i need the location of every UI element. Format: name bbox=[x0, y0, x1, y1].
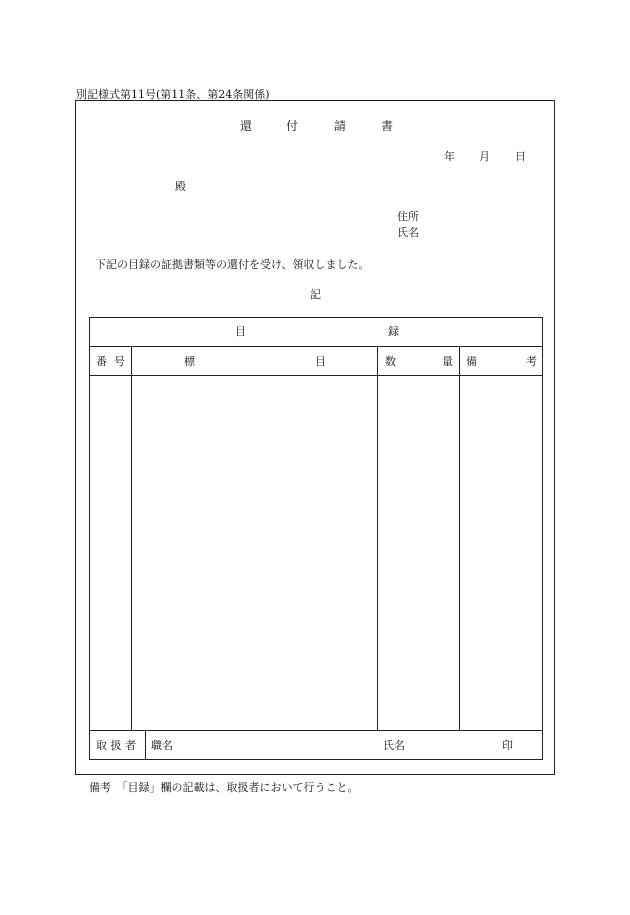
col-note-1: 備 bbox=[466, 355, 477, 368]
col-number-2: 号 bbox=[114, 355, 125, 368]
table-handler-col-line bbox=[145, 730, 146, 759]
address-label: 住所 bbox=[397, 210, 419, 223]
col-note-2: 考 bbox=[526, 355, 537, 368]
title-char-4: 書 bbox=[381, 119, 394, 133]
seal-label: 印 bbox=[502, 739, 513, 752]
table-col-line-3 bbox=[459, 346, 460, 730]
form-number-note: 別記様式第11号(第11条、第24条関係) bbox=[76, 88, 270, 101]
ki-heading: 記 bbox=[310, 288, 321, 301]
footnote-remark: 備考 「目録」欄の記載は、取扱者において行うこと。 bbox=[89, 781, 359, 794]
title-char-3: 請 bbox=[334, 119, 347, 133]
handler-label: 取 扱 者 bbox=[96, 739, 136, 752]
name-label: 氏名 bbox=[397, 226, 419, 239]
title-char-1: 還 bbox=[240, 119, 253, 133]
col-qty-1: 数 bbox=[385, 355, 396, 368]
position-label: 職名 bbox=[151, 739, 173, 752]
date-year-label: 年 bbox=[444, 150, 455, 163]
col-number-1: 番 bbox=[96, 355, 107, 368]
table-divider-columns bbox=[90, 375, 542, 376]
date-month-label: 月 bbox=[479, 150, 490, 163]
table-divider-header bbox=[90, 346, 542, 347]
col-item-1: 標 bbox=[184, 355, 195, 368]
table-divider-handler bbox=[90, 730, 542, 731]
statement-text: 下記の目録の証拠書類等の還付を受け、領収しました。 bbox=[95, 258, 370, 271]
inventory-table bbox=[89, 317, 543, 760]
handler-name-label: 氏名 bbox=[383, 739, 405, 752]
table-header-left: 目 bbox=[235, 325, 246, 338]
table-col-line-2 bbox=[377, 346, 378, 730]
date-day-label: 日 bbox=[515, 150, 526, 163]
addressee-suffix: 殿 bbox=[175, 180, 186, 193]
table-header-right: 録 bbox=[388, 325, 399, 338]
table-col-line-1 bbox=[131, 346, 132, 730]
col-item-2: 目 bbox=[315, 355, 326, 368]
col-qty-2: 量 bbox=[442, 355, 453, 368]
title-char-2: 付 bbox=[286, 119, 299, 133]
